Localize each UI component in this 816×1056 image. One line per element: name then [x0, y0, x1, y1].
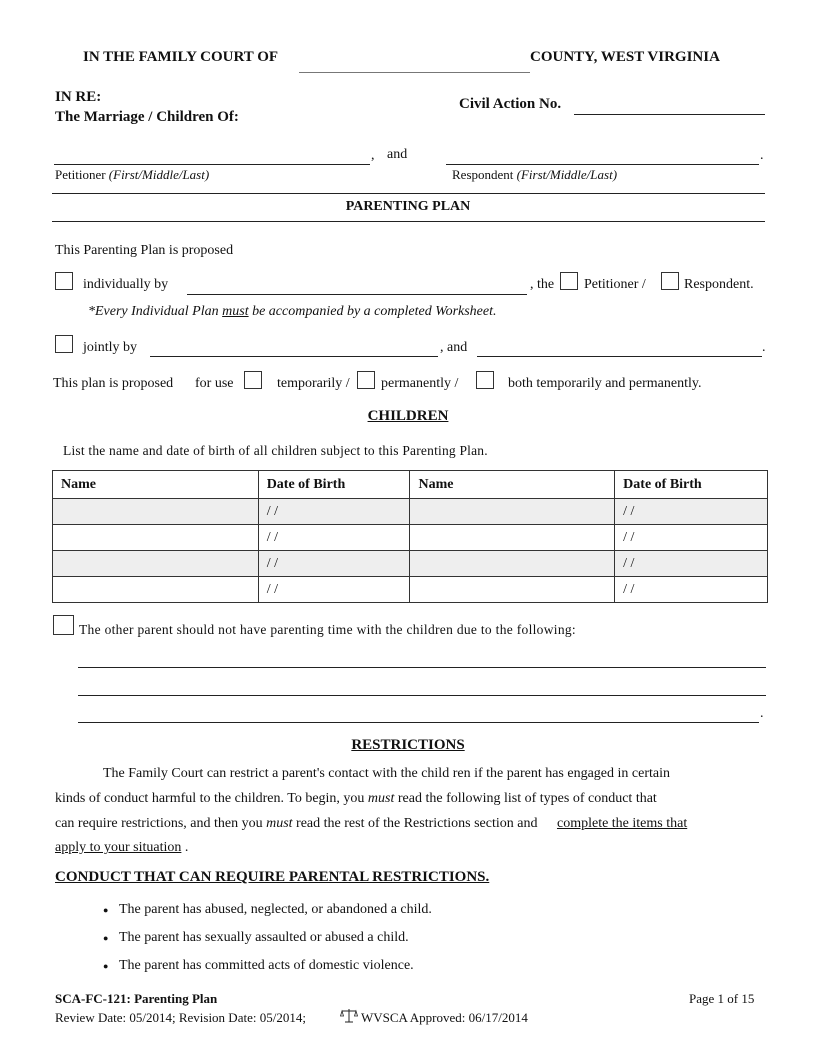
child-name-cell[interactable]	[53, 551, 259, 577]
respondent-field[interactable]	[446, 164, 759, 165]
review-date: Review Date: 05/2014; Revision Date: 05/2014;	[55, 1010, 306, 1025]
list-item: ● The parent has abused, neglected, or abandoned a child.	[119, 902, 432, 918]
children-table	[52, 470, 768, 603]
both-checkbox[interactable]	[476, 371, 494, 389]
no-parenting-time-text: The other parent should not have parenting time with the children due to the following:	[79, 622, 576, 637]
restrictions-line-3: can require restrictions, and then you must read the rest of the Restrictions section and complete the items that	[55, 816, 688, 831]
divider-bottom	[52, 221, 765, 222]
plan-title: PARENTING PLAN	[345, 199, 471, 214]
in-re: IN RE:	[55, 89, 102, 105]
proposed-for-text: This plan is proposed	[53, 376, 174, 391]
child-name-cell[interactable]	[410, 577, 615, 603]
child-name-cell[interactable]	[53, 525, 259, 551]
child-dob-cell[interactable]: / /	[258, 577, 410, 603]
court-prefix: IN THE FAMILY COURT OF	[83, 49, 279, 65]
conduct-title: CONDUCT THAT CAN REQUIRE PARENTAL RESTRICTIONS.	[55, 869, 490, 885]
divider-top	[52, 193, 765, 194]
individual-name-field[interactable]	[187, 294, 527, 295]
respondent-checkbox[interactable]	[661, 272, 679, 290]
child-dob-cell[interactable]: / /	[258, 551, 410, 577]
both-label: both temporarily and permanently.	[508, 376, 702, 391]
child-dob-cell[interactable]: / /	[615, 499, 768, 525]
child-name-cell[interactable]	[410, 499, 615, 525]
table-header-row	[53, 471, 768, 499]
reason-line-3[interactable]	[78, 722, 759, 723]
proposed-text: This Parenting Plan is proposed	[55, 243, 234, 258]
and-comma: , and	[440, 340, 468, 355]
petitioner-label: Petitioner /	[584, 277, 646, 292]
for-use-text: for use	[195, 376, 234, 391]
table-row	[53, 499, 768, 525]
reason-line-2[interactable]	[78, 695, 766, 696]
individually-label: individually by	[83, 277, 169, 292]
county-field[interactable]	[299, 72, 530, 73]
period: .	[762, 340, 766, 355]
marriage-of: The Marriage / Children Of:	[55, 109, 239, 125]
jointly-label: jointly by	[83, 340, 138, 355]
temporarily-checkbox[interactable]	[244, 371, 262, 389]
restrictions-line-1: The Family Court can restrict a parent's contact with the child ren if the parent has engaged in certain	[103, 766, 670, 781]
child-dob-cell[interactable]: / /	[258, 499, 410, 525]
respondent-caption: Respondent (First/Middle/Last)	[452, 167, 618, 182]
child-dob-cell[interactable]: / /	[615, 551, 768, 577]
column-header: Name	[53, 471, 259, 499]
column-header: Name	[410, 471, 615, 499]
restrictions-title: RESTRICTIONS	[351, 737, 465, 753]
worksheet-note: *Every Individual Plan must be accompanied by a completed Worksheet.	[88, 304, 497, 319]
form-id: SCA-FC-121: Parenting Plan	[55, 991, 218, 1006]
petitioner-caption: Petitioner (First/Middle/Last)	[55, 167, 210, 182]
civil-action-field[interactable]	[574, 114, 765, 115]
child-name-cell[interactable]	[53, 577, 259, 603]
petitioner-checkbox[interactable]	[560, 272, 578, 290]
joint-name-1-field[interactable]	[150, 356, 438, 357]
column-header: Date of Birth	[615, 471, 768, 499]
page-number: Page 1 of 15	[689, 991, 755, 1006]
jointly-checkbox[interactable]	[55, 335, 73, 353]
period: .	[760, 148, 764, 163]
children-title: CHILDREN	[367, 408, 449, 424]
child-dob-cell[interactable]: / /	[615, 525, 768, 551]
column-header: Date of Birth	[258, 471, 410, 499]
table-row	[53, 577, 768, 603]
court-suffix: COUNTY, WEST VIRGINIA	[530, 49, 720, 65]
reason-line-1[interactable]	[78, 667, 766, 668]
child-name-cell[interactable]	[410, 525, 615, 551]
petitioner-field[interactable]	[54, 164, 370, 165]
child-name-cell[interactable]	[410, 551, 615, 577]
child-dob-cell[interactable]: / /	[258, 525, 410, 551]
no-parenting-time-checkbox[interactable]	[53, 615, 74, 635]
children-instruction: List the name and date of birth of all children subject to this Parenting Plan.	[63, 443, 488, 458]
comma: ,	[371, 148, 375, 163]
restrictions-line-2: kinds of conduct harmful to the children. To begin, you must read the following list of types of conduct that	[55, 791, 657, 806]
permanently-checkbox[interactable]	[357, 371, 375, 389]
the-text: , the	[530, 277, 555, 292]
child-name-cell[interactable]	[53, 499, 259, 525]
approved-date: WVSCA Approved: 06/17/2014	[361, 1010, 528, 1025]
restrictions-line-4: apply to your situation .	[55, 840, 189, 855]
respondent-label: Respondent.	[684, 277, 754, 292]
and-text: and	[387, 147, 408, 162]
child-dob-cell[interactable]: / /	[615, 577, 768, 603]
scales-icon	[340, 1008, 358, 1029]
list-item: ● The parent has sexually assaulted or abused a child.	[119, 930, 409, 946]
civil-action-label: Civil Action No.	[459, 96, 562, 112]
individually-checkbox[interactable]	[55, 272, 73, 290]
permanently-label: permanently /	[381, 376, 459, 391]
table-row	[53, 551, 768, 577]
table-row	[53, 525, 768, 551]
list-item: ● The parent has committed acts of domestic violence.	[119, 958, 414, 974]
period: .	[760, 706, 764, 721]
joint-name-2-field[interactable]	[477, 356, 762, 357]
temporarily-label: temporarily /	[277, 376, 350, 391]
